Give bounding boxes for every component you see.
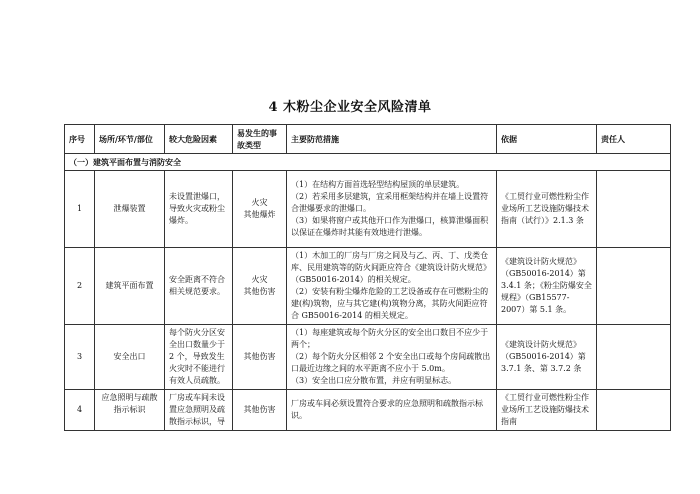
header-accident-type: 易发生的事故类型 xyxy=(233,125,287,154)
header-no: 序号 xyxy=(65,125,95,154)
measure-item: （3）如果将窗户或其他开口作为泄爆口，核算泄爆面积以保证在爆炸时其能有效地进行泄爆。 xyxy=(291,216,489,237)
row-risk: 每个防火分区安全出口数量少于 2 个，导致发生火灾时不能进行有效人员疏散。 xyxy=(165,325,233,390)
accident-type: 火灾 xyxy=(251,198,268,207)
header-measures: 主要防范措施 xyxy=(287,125,497,154)
accident-type: 其他伤害 xyxy=(243,405,276,414)
measure-item: （3）安全出口应分散布置，并应有明显标志。 xyxy=(291,376,457,385)
row-place: 泄爆装置 xyxy=(95,171,165,248)
row-basis: 《建筑设计防火规范》（GB50016-2014）第 3.7.1 条、第 3.7.2 条 xyxy=(497,325,597,390)
row-no: 4 xyxy=(65,390,95,431)
row-place: 应急照明与疏散指示标识 xyxy=(95,390,165,431)
table-row xyxy=(65,325,671,390)
row-place: 安全出口 xyxy=(95,325,165,390)
section-row xyxy=(65,154,671,171)
row-accident xyxy=(233,325,287,390)
row-accident xyxy=(233,248,287,325)
row-responsible xyxy=(597,248,671,325)
row-measures xyxy=(287,248,497,325)
accident-type: 其他伤害 xyxy=(243,287,276,296)
row-no: 2 xyxy=(65,248,95,325)
risk-table xyxy=(64,124,671,431)
row-risk: 未设置泄爆口，导致火灾或粉尘爆炸。 xyxy=(165,171,233,248)
row-measures xyxy=(287,171,497,248)
row-responsible xyxy=(597,171,671,248)
row-accident xyxy=(233,390,287,431)
measure-item: （1）木加工的厂房与厂房之间及与乙、丙、丁、戊类仓库、民用建筑等的防火间距应符合《建筑设计防火规范》（GB50016-2014）的相关规定。 xyxy=(291,251,491,284)
measure-item: （1）在结构方面首选轻型结构屋顶的单层建筑。 xyxy=(291,180,465,189)
row-responsible xyxy=(597,325,671,390)
table-row xyxy=(65,390,671,431)
row-basis: 《建筑设计防火规范》（GB50016-2014）第 3.4.1 条；《粉尘防爆安全规程》（GB15577-2007）第 5.1 条。 xyxy=(497,248,597,325)
header-risk-factor: 较大危险因素 xyxy=(165,125,233,154)
row-no: 3 xyxy=(65,325,95,390)
measure-item: （2）安装有粉尘爆炸危险的工艺设备或存在可燃粉尘的建(构)筑物，应与其它建(构)筑物分离，其防火间距应符合 GB50016-2014 的相关规定。 xyxy=(291,287,489,320)
header-row xyxy=(65,125,671,154)
row-place: 建筑平面布置 xyxy=(95,248,165,325)
measure-item: （2）每个防火分区相邻 2 个安全出口或每个房间疏散出口最近边缘之间的水平距离不应小于 5.0m。 xyxy=(291,352,491,373)
row-risk: 厂房或车间未设置应急照明及疏散指示标识，导 xyxy=(165,390,233,431)
row-risk: 安全距离不符合相关规范要求。 xyxy=(165,248,233,325)
accident-type: 其他爆炸 xyxy=(243,210,276,219)
table-row xyxy=(65,171,671,248)
section-title: （一）建筑平面布置与消防安全 xyxy=(65,154,671,171)
page-title: 4 木粉尘企业安全风险清单 xyxy=(268,100,432,115)
accident-type: 其他伤害 xyxy=(243,352,276,361)
row-measures xyxy=(287,325,497,390)
measure-item: （1）每座建筑或每个防火分区的安全出口数目不应少于两个； xyxy=(291,328,489,349)
accident-type: 火灾 xyxy=(251,275,268,284)
measure-item: （2）若采用多层建筑，宜采用框架结构并在墙上设置符合泄爆要求的泄爆口。 xyxy=(291,192,489,213)
row-responsible xyxy=(597,390,671,431)
row-basis: 《工贸行业可燃性粉尘作业场所工艺设施防爆技术指南（试行）》2.1.3 条 xyxy=(497,171,597,248)
row-no: 1 xyxy=(65,171,95,248)
row-measures xyxy=(287,390,497,431)
table-row xyxy=(65,248,671,325)
header-place: 场所/环节/部位 xyxy=(95,125,165,154)
row-basis: 《工贸行业可燃性粉尘作业场所工艺设施防爆技术指南 xyxy=(497,390,597,431)
header-basis: 依据 xyxy=(497,125,597,154)
header-responsible: 责任人 xyxy=(597,125,671,154)
measure-item: 厂房或车间必须设置符合要求的应急照明和疏散指示标识。 xyxy=(291,399,483,420)
row-accident xyxy=(233,171,287,248)
